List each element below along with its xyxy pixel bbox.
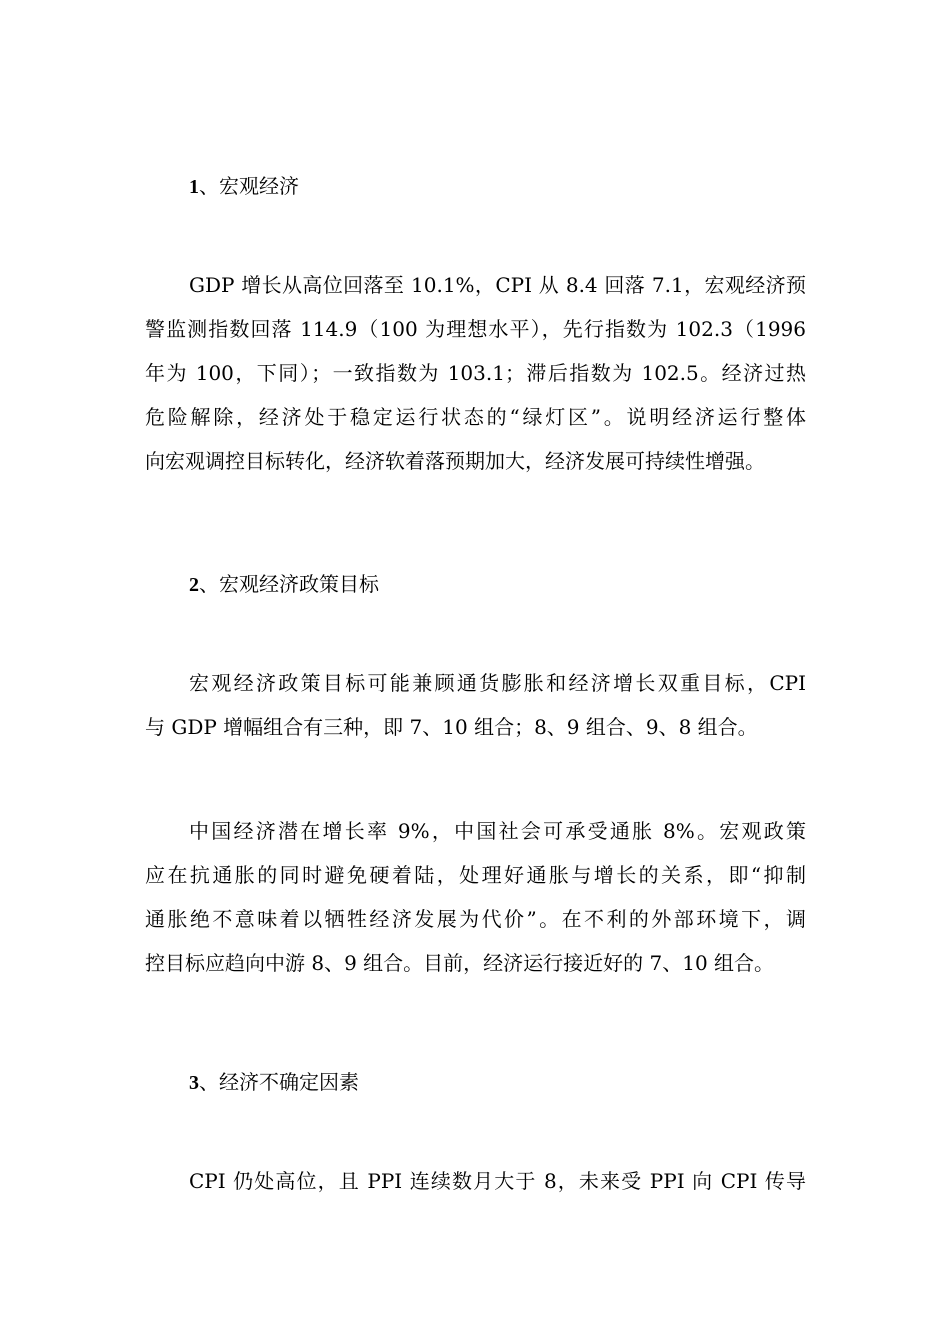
paragraph-line: 控目标应趋向中游 8、9 组合。目前，经济运行接近好的 7、10 组合。 (145, 951, 775, 975)
section-heading-3 (189, 1069, 359, 1096)
paragraph-line: 向宏观调控目标转化，经济软着落预期加大，经济发展可持续性增强。 (145, 449, 765, 473)
section-title: 、宏观经济政策目标 (199, 572, 379, 596)
paragraph-line: 警监测指数回落 114.9（100 为理想水平），先行指数为 102.3（1996 (145, 317, 806, 341)
paragraph (145, 263, 806, 483)
paragraph (145, 661, 806, 749)
section-number: 3 (189, 1072, 199, 1094)
paragraph-line: 应在抗通胀的同时避免硬着陆，处理好通胀与增长的关系，即“抑制 (145, 863, 806, 887)
paragraph-line: CPI 仍处高位，且 PPI 连续数月大于 8，未来受 PPI 向 CPI 传导 (189, 1169, 806, 1193)
paragraph (145, 1159, 806, 1203)
section-number: 1 (189, 176, 199, 198)
paragraph (145, 809, 806, 985)
paragraph-line: 中国经济潜在增长率 9%，中国社会可承受通胀 8%。宏观政策 (189, 819, 806, 843)
paragraph-line: 与 GDP 增幅组合有三种，即 7、10 组合；8、9 组合、9、8 组合。 (145, 715, 758, 739)
paragraph-line: 宏观经济政策目标可能兼顾通货膨胀和经济增长双重目标，CPI (189, 671, 806, 695)
section-heading-1 (189, 173, 299, 200)
section-title: 、宏观经济 (199, 174, 299, 198)
section-number: 2 (189, 574, 199, 596)
paragraph-line: 年为 100，下同）；一致指数为 103.1；滞后指数为 102.5。经济过热 (145, 361, 806, 385)
paragraph-line: GDP 增长从高位回落至 10.1%，CPI 从 8.4 回落 7.1，宏观经济预 (189, 273, 806, 297)
section-title: 、经济不确定因素 (199, 1070, 359, 1094)
paragraph-line: 通胀绝不意味着以牺牲经济发展为代价”。在不利的外部环境下，调 (145, 907, 806, 931)
section-heading-2 (189, 571, 379, 598)
paragraph-line: 危险解除，经济处于稳定运行状态的“绿灯区”。说明经济运行整体 (145, 405, 806, 429)
